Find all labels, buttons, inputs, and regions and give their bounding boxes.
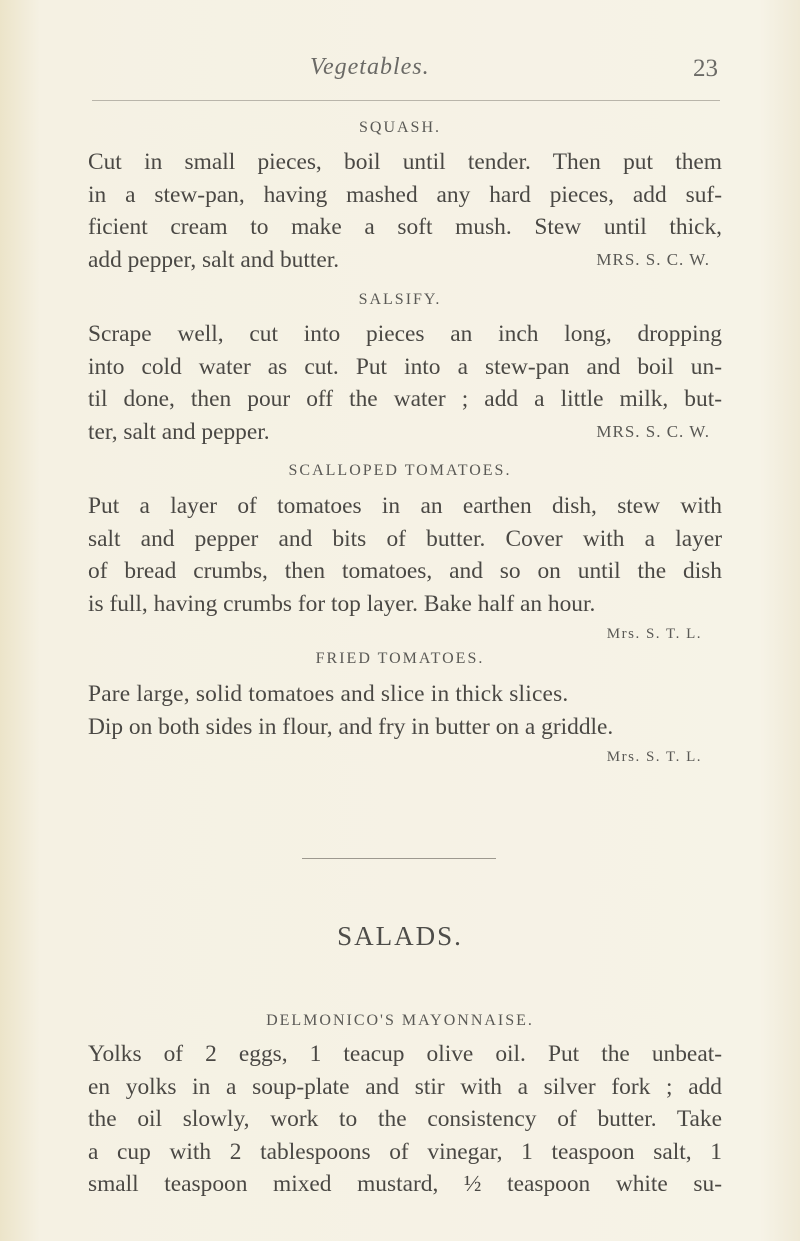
recipe-title-delmonicos-mayonnaise: DELMONICO'S MAYONNAISE. <box>266 1012 534 1029</box>
recipe-signature: Mrs. S. T. L. <box>606 749 702 765</box>
recipe-body-salsify <box>88 318 722 448</box>
recipe-line: in a stew-pan, having mashed any hard pieces, add suf- <box>88 181 722 208</box>
recipe-title-fried-tomatoes: FRIED TOMATOES. <box>315 650 485 667</box>
recipe-line: Dip on both sides in flour, and fry in butter on a griddle. <box>88 713 614 740</box>
recipe-line: en yolks in a soup-plate and stir with a silver fork ; add <box>88 1073 722 1100</box>
recipe-signature: Mrs. S. T. L. <box>606 626 702 642</box>
recipe-line: ficient cream to make a soft mush. Stew until thick, <box>88 214 722 240</box>
recipe-line-with-signature <box>88 244 722 277</box>
recipe-signature: MRS. S. C. W. <box>596 249 710 269</box>
running-header: Vegetables. <box>310 54 430 80</box>
recipe-line: salt and pepper and bits of butter. Cover with a layer <box>88 525 722 552</box>
recipe-line: is full, having crumbs for top layer. Bake half an hour. <box>88 590 596 617</box>
recipe-title-salsify: SALSIFY. <box>358 291 442 308</box>
recipe-line-with-signature <box>88 416 722 449</box>
recipe-line: Cut in small pieces, boil until tender. Then put them <box>88 149 722 175</box>
recipe-title-squash: SQUASH. <box>358 119 441 136</box>
recipe-line: Put a layer of tomatoes in an earthen dish, stew with <box>88 493 722 519</box>
recipe-body-squash <box>88 146 722 276</box>
page-number: 23 <box>693 55 718 82</box>
recipe-line: ter, salt and pepper. <box>88 418 270 445</box>
recipe-line: Pare large, solid tomatoes and slice in thick slices. <box>88 681 569 707</box>
recipe-body-scalloped-tomatoes <box>88 490 722 620</box>
header-rule <box>92 100 720 101</box>
recipe-line: into cold water as cut. Put into a stew-pan and boil un- <box>88 353 722 380</box>
recipe-line: Scrape well, cut into pieces an inch long, dropping <box>88 321 722 347</box>
recipe-body-delmonicos-mayonnaise <box>88 1038 722 1201</box>
recipe-signature: MRS. S. C. W. <box>596 421 710 441</box>
recipe-line: small teaspoon mixed mustard, ½ teaspoon white su- <box>88 1171 722 1197</box>
recipe-title-scalloped-tomatoes: SCALLOPED TOMATOES. <box>288 462 512 479</box>
recipe-body-fried-tomatoes <box>88 678 722 743</box>
recipe-line: a cup with 2 tablespoons of vinegar, 1 teaspoon salt, 1 <box>88 1138 722 1165</box>
recipe-line: add pepper, salt and butter. <box>88 246 340 273</box>
section-title-salads: SALADS. <box>337 921 463 951</box>
recipe-line: til done, then pour off the water ; add a little milk, but- <box>88 386 722 412</box>
recipe-line: of bread crumbs, then tomatoes, and so on until the dish <box>88 558 722 584</box>
recipe-line: Yolks of 2 eggs, 1 teacup olive oil. Put the unbeat- <box>88 1041 722 1067</box>
recipe-line: the oil slowly, work to the consistency of butter. Take <box>88 1106 722 1132</box>
section-divider <box>302 858 496 859</box>
